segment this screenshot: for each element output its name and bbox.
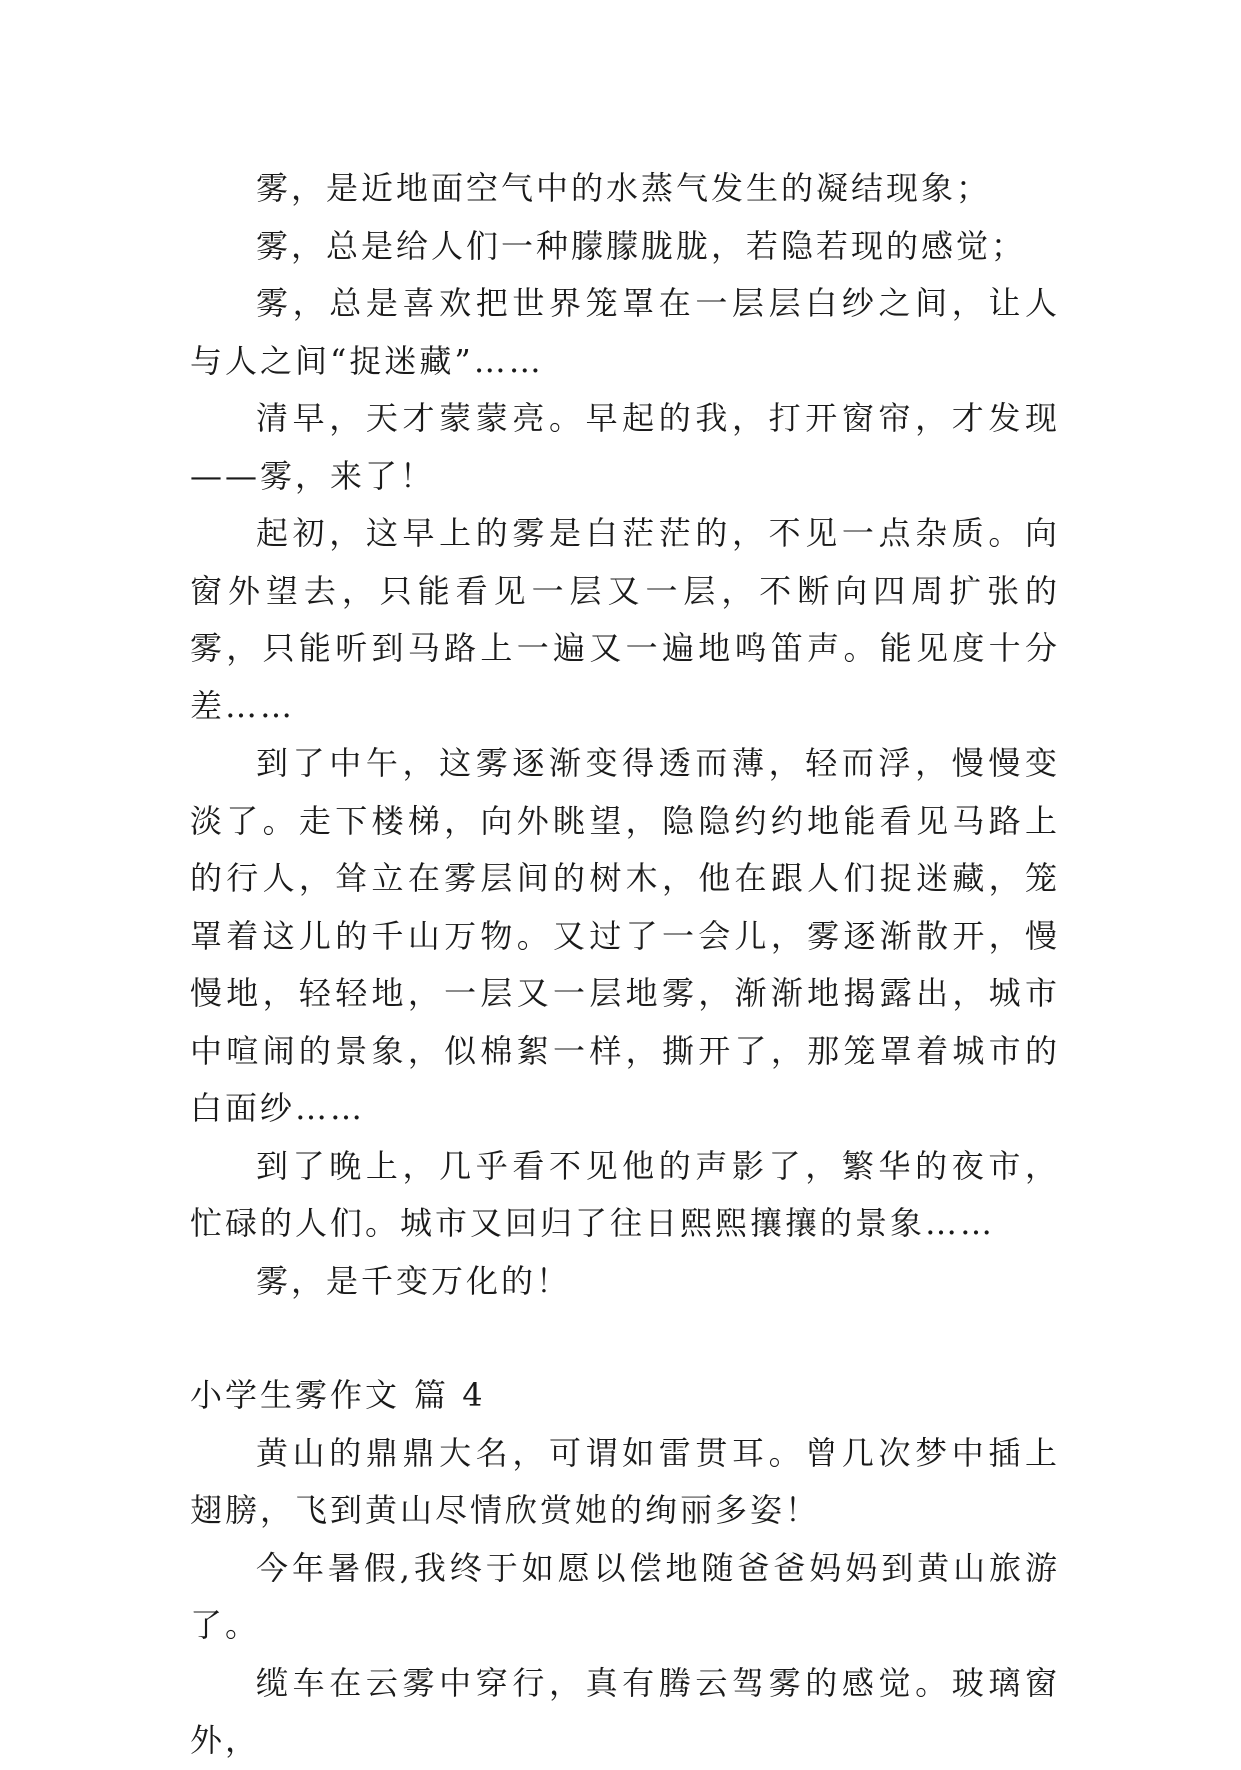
paragraph: 到了晚上，几乎看不见他的声影了，繁华的夜市，忙碌的人们。城市又回归了往日熙熙攘攘的景象…… — [190, 1146, 1060, 1242]
document-body — [190, 160, 1060, 1770]
paragraph: 雾，是千变万化的！ — [256, 1261, 572, 1300]
paragraph: 雾，总是给人们一种朦朦胧胧，若隐若现的感觉； — [256, 226, 1027, 265]
section-heading — [190, 1367, 1060, 1425]
paragraph: 雾，总是喜欢把世界笼罩在一层层白纱之间，让人与人之间“捉迷藏”…… — [190, 284, 1060, 380]
heading-title: 小学生雾作文 — [190, 1376, 401, 1414]
paragraph: 到了中午，这雾逐渐变得透而薄，轻而浮，慢慢变淡了。走下楼梯，向外眺望，隐隐约约地能看见马路上的行人，耸立在雾层间的树木，他在跟人们捉迷藏，笼罩着这儿的千山万物。又过了一会儿，雾逐渐散开，慢慢地，轻轻地，一层又一层地雾，渐渐地揭露出，城市中喧闹的景象，似棉絮一样，撕开了，那笼罩着城市的白面纱…… — [190, 744, 1060, 1127]
paragraph: 清早，天才蒙蒙亮。早起的我，打开窗帘，才发现——雾，来了！ — [190, 399, 1060, 495]
heading-number: 篇 4 — [414, 1376, 486, 1414]
paragraph: 今年暑假,我终于如愿以偿地随爸爸妈妈到黄山旅游了。 — [190, 1548, 1060, 1644]
paragraph: 起初，这早上的雾是白茫茫的，不见一点杂质。向窗外望去，只能看见一层又一层，不断向四周扩张的雾，只能听到马路上一遍又一遍地鸣笛声。能见度十分差…… — [190, 514, 1060, 725]
section-gap — [190, 1310, 1060, 1367]
paragraph: 雾，是近地面空气中的水蒸气发生的凝结现象； — [256, 169, 992, 207]
paragraph: 黄山的鼎鼎大名，可谓如雷贯耳。曾几次梦中插上翅膀，飞到黄山尽情欣赏她的绚丽多姿！ — [190, 1433, 1060, 1529]
paragraph: 缆车在云雾中穿行，真有腾云驾雾的感觉。玻璃窗外， — [190, 1663, 1060, 1759]
